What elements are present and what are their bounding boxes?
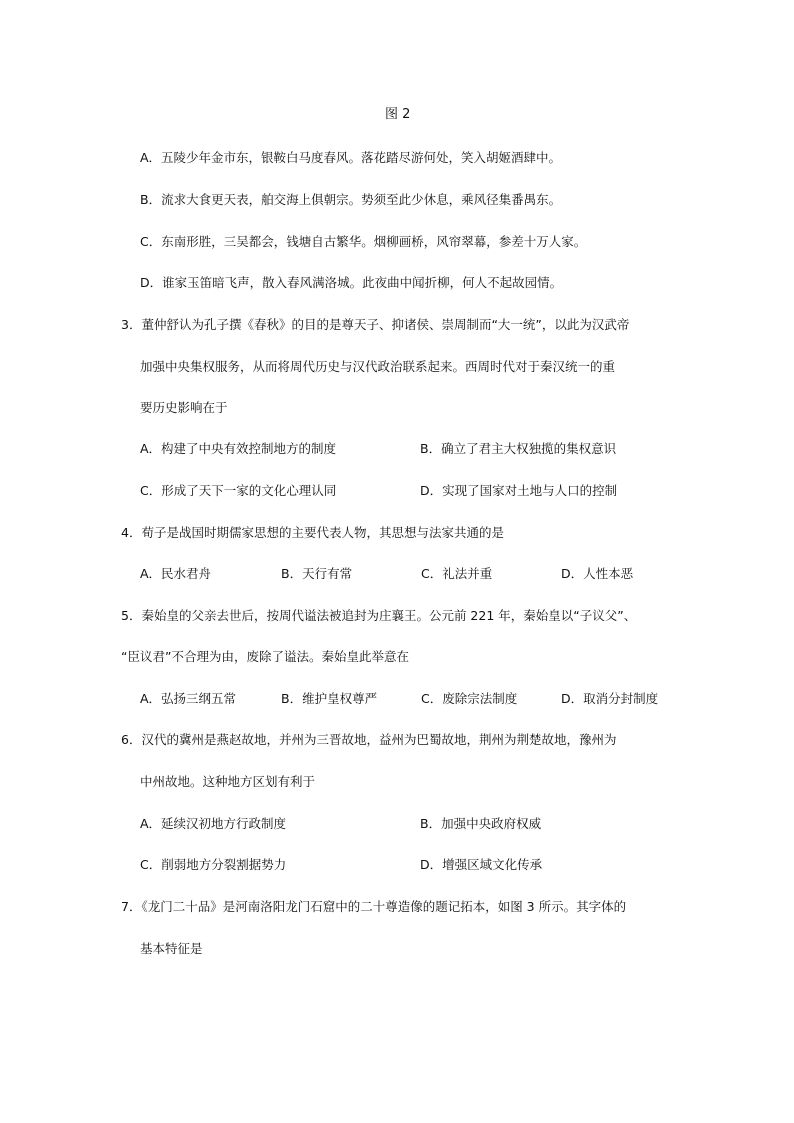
q4-option-b: B．天行有常 — [281, 566, 353, 581]
q6-stem-line-1: 6．汉代的冀州是燕赵故地，并州为三晋故地，益州为巴蜀故地，荆州为荆楚故地，豫州为 — [121, 732, 617, 747]
q3-stem-line-1: 3．董仲舒认为孔子撰《春秋》的目的是尊天子、抑诸侯、崇周制而“大一统”，以此为汉武帝 — [121, 317, 630, 332]
q2-option-d: D．谁家玉笛暗飞声，散入春风满洛城。此夜曲中闻折柳，何人不起故园情。 — [140, 275, 563, 290]
q6-option-d: D．增强区域文化传承 — [420, 857, 543, 872]
q2-option-c: C．东南形胜，三吴都会，钱塘自古繁华。烟柳画桥，风帘翠幕，参差十万人家。 — [140, 234, 587, 249]
q4-option-d: D．人性本恶 — [561, 566, 634, 581]
q5-option-a: A．弘扬三纲五常 — [140, 691, 237, 706]
q3-stem-line-3: 要历史影响在于 — [140, 400, 228, 415]
q5-option-b: B．维护皇权尊严 — [281, 691, 378, 706]
q5-stem-line-2: “臣议君”不合理为由，废除了谥法。秦始皇此举意在 — [121, 649, 409, 664]
q3-option-d: D．实现了国家对土地与人口的控制 — [420, 483, 618, 498]
q5-option-d: D．取消分封制度 — [561, 691, 659, 706]
q3-option-c: C．形成了天下一家的文化心理认同 — [140, 483, 337, 498]
q7-stem-line-2: 基本特征是 — [140, 941, 203, 956]
q3-option-b: B．确立了君主大权独揽的集权意识 — [420, 441, 617, 456]
q4-option-c: C．礼法并重 — [421, 566, 493, 581]
q4-stem-line-1: 4．荀子是战国时期儒家思想的主要代表人物，其思想与法家共通的是 — [121, 525, 504, 540]
q2-option-a: A．五陵少年金市东，银鞍白马度春风。落花踏尽游何处，笑入胡姬酒肆中。 — [140, 150, 562, 165]
q5-option-c: C．废除宗法制度 — [421, 691, 518, 706]
q6-option-b: B．加强中央政府权威 — [420, 816, 542, 831]
q3-option-a: A．构建了中央有效控制地方的制度 — [140, 441, 337, 456]
q6-stem-line-2: 中州故地。这种地方区划有利于 — [140, 774, 316, 789]
q6-option-c: C．削弱地方分裂割据势力 — [140, 857, 287, 872]
q4-option-a: A．民水君舟 — [140, 566, 212, 581]
q3-stem-line-2: 加强中央集权服务，从而将周代历史与汉代政治联系起来。西周时代对于秦汉统一的重 — [140, 359, 616, 374]
q6-option-a: A．延续汉初地方行政制度 — [140, 816, 287, 831]
figure-caption: 图 2 — [385, 107, 411, 122]
q5-stem-line-1: 5．秦始皇的父亲去世后，按周代谥法被追封为庄襄王。公元前 221 年，秦始皇以“子议父”、 — [121, 608, 637, 623]
q7-stem-line-1: 7．《龙门二十品》是河南洛阳龙门石窟中的二十尊造像的题记拓本，如图 3 所示。其字体的 — [121, 899, 627, 914]
q2-option-b: B．流求大食更天表，舶交海上俱朝宗。势须至此少休息，乘风径集番禺东。 — [140, 192, 562, 207]
